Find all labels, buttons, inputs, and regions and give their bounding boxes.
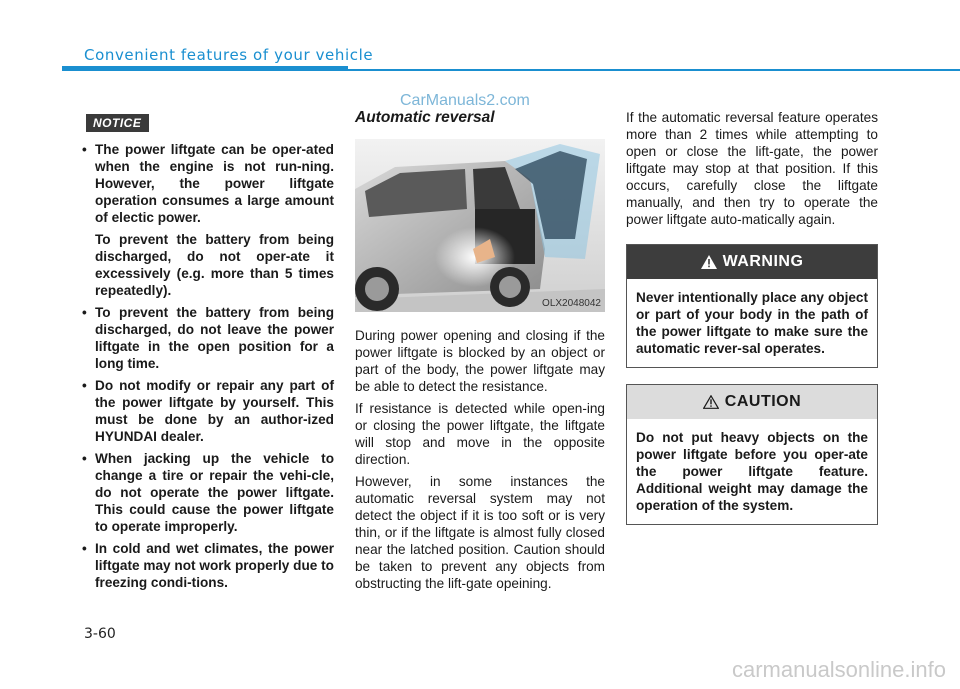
liftgate-figure xyxy=(355,139,605,312)
caution-header xyxy=(627,385,877,419)
page-number: 3-60 xyxy=(84,626,116,642)
bullet-icon: • xyxy=(82,378,87,393)
notice-item-text: To prevent the battery from being discharged, do not leave the power liftgate in the open position for a long time. xyxy=(95,305,334,371)
reversal-note xyxy=(626,109,878,228)
paragraph: If resistance is detected while open-ing or closing the power liftgate, the liftgate will stop and move in the opposite direction. xyxy=(355,401,605,467)
notice-item-extra: To prevent the battery from being discharged, do not oper-ate it excessively (e.g. more than 5 times repeatedly). xyxy=(95,232,334,298)
notice-item xyxy=(82,304,334,372)
bullet-icon: • xyxy=(82,305,87,320)
paragraph: During power opening and closing if the power liftgate is blocked by an object or part of the body, the power liftgate may be able to detect the resistance. xyxy=(355,328,605,394)
notice-list xyxy=(82,141,334,596)
caution-title: CAUTION xyxy=(724,393,802,410)
page-section-title: Convenient features of your vehicle xyxy=(84,46,374,64)
bullet-icon: • xyxy=(82,451,87,466)
caution-box xyxy=(626,384,878,525)
figure-code: OLX2048042 xyxy=(542,298,601,309)
notice-item-text: In cold and wet climates, the power liftgate may not work properly due to freezing condi-tions. xyxy=(95,541,334,590)
bullet-icon: • xyxy=(82,142,87,157)
header-accent-bar xyxy=(62,66,348,71)
warning-triangle-icon xyxy=(701,255,717,269)
bullet-icon: • xyxy=(82,541,87,556)
warning-title: WARNING xyxy=(722,253,804,270)
warning-text: Never intentionally place any object or part of your body in the path of the power liftgate to make sure the automatic rever-sal operates. xyxy=(636,290,868,356)
watermark-bottom: carmanualsonline.info xyxy=(731,657,946,682)
notice-item-text: When jacking up the vehicle to change a tire or repair the vehi-cle, do not operate the power liftgate. This could cause the power liftgate to operate improperly. xyxy=(95,451,334,534)
caution-text: Do not put heavy objects on the power liftgate before you oper-ate the power liftgate feature. Additional weight may damage the operation of the system. xyxy=(636,430,868,513)
warning-box xyxy=(626,244,878,368)
header-rule xyxy=(348,69,960,71)
notice-item-text: The power liftgate can be oper-ated when the engine is not run-ning. However, the power liftgate operation consumes a large amount of electic power. xyxy=(95,142,334,225)
caution-triangle-icon xyxy=(703,395,719,409)
notice-item xyxy=(82,141,334,299)
notice-item-text: Do not modify or repair any part of the power liftgate by yourself. This must be done by an author-ized HYUNDAI dealer. xyxy=(95,378,334,444)
right-column xyxy=(626,109,878,525)
paragraph: If the automatic reversal feature operates more than 2 times while attempting to open or close the lift-gate, the power liftgate may stop at that position. If this occurs, carefully close the liftgate manually, and then try to operate the power liftgate auto-matically again. xyxy=(626,110,878,227)
section-title: Automatic reversal xyxy=(355,109,495,126)
watermark-top: CarManuals2.com xyxy=(400,92,530,109)
automatic-reversal-section xyxy=(355,109,605,597)
notice-badge: NOTICE xyxy=(86,114,149,132)
notice-item xyxy=(82,450,334,535)
warning-header xyxy=(627,245,877,279)
notice-item xyxy=(82,377,334,445)
notice-item xyxy=(82,540,334,591)
paragraph: However, in some instances the automatic reversal system may not detect the object if it is too soft or is very thin, or if the liftgate is almost fully closed near the latched position. Caution should be taken to prevent any objects from obstructing the lift-gate opeining. xyxy=(355,474,605,591)
suv-liftgate-illustration xyxy=(355,139,605,312)
section-body xyxy=(355,327,605,592)
